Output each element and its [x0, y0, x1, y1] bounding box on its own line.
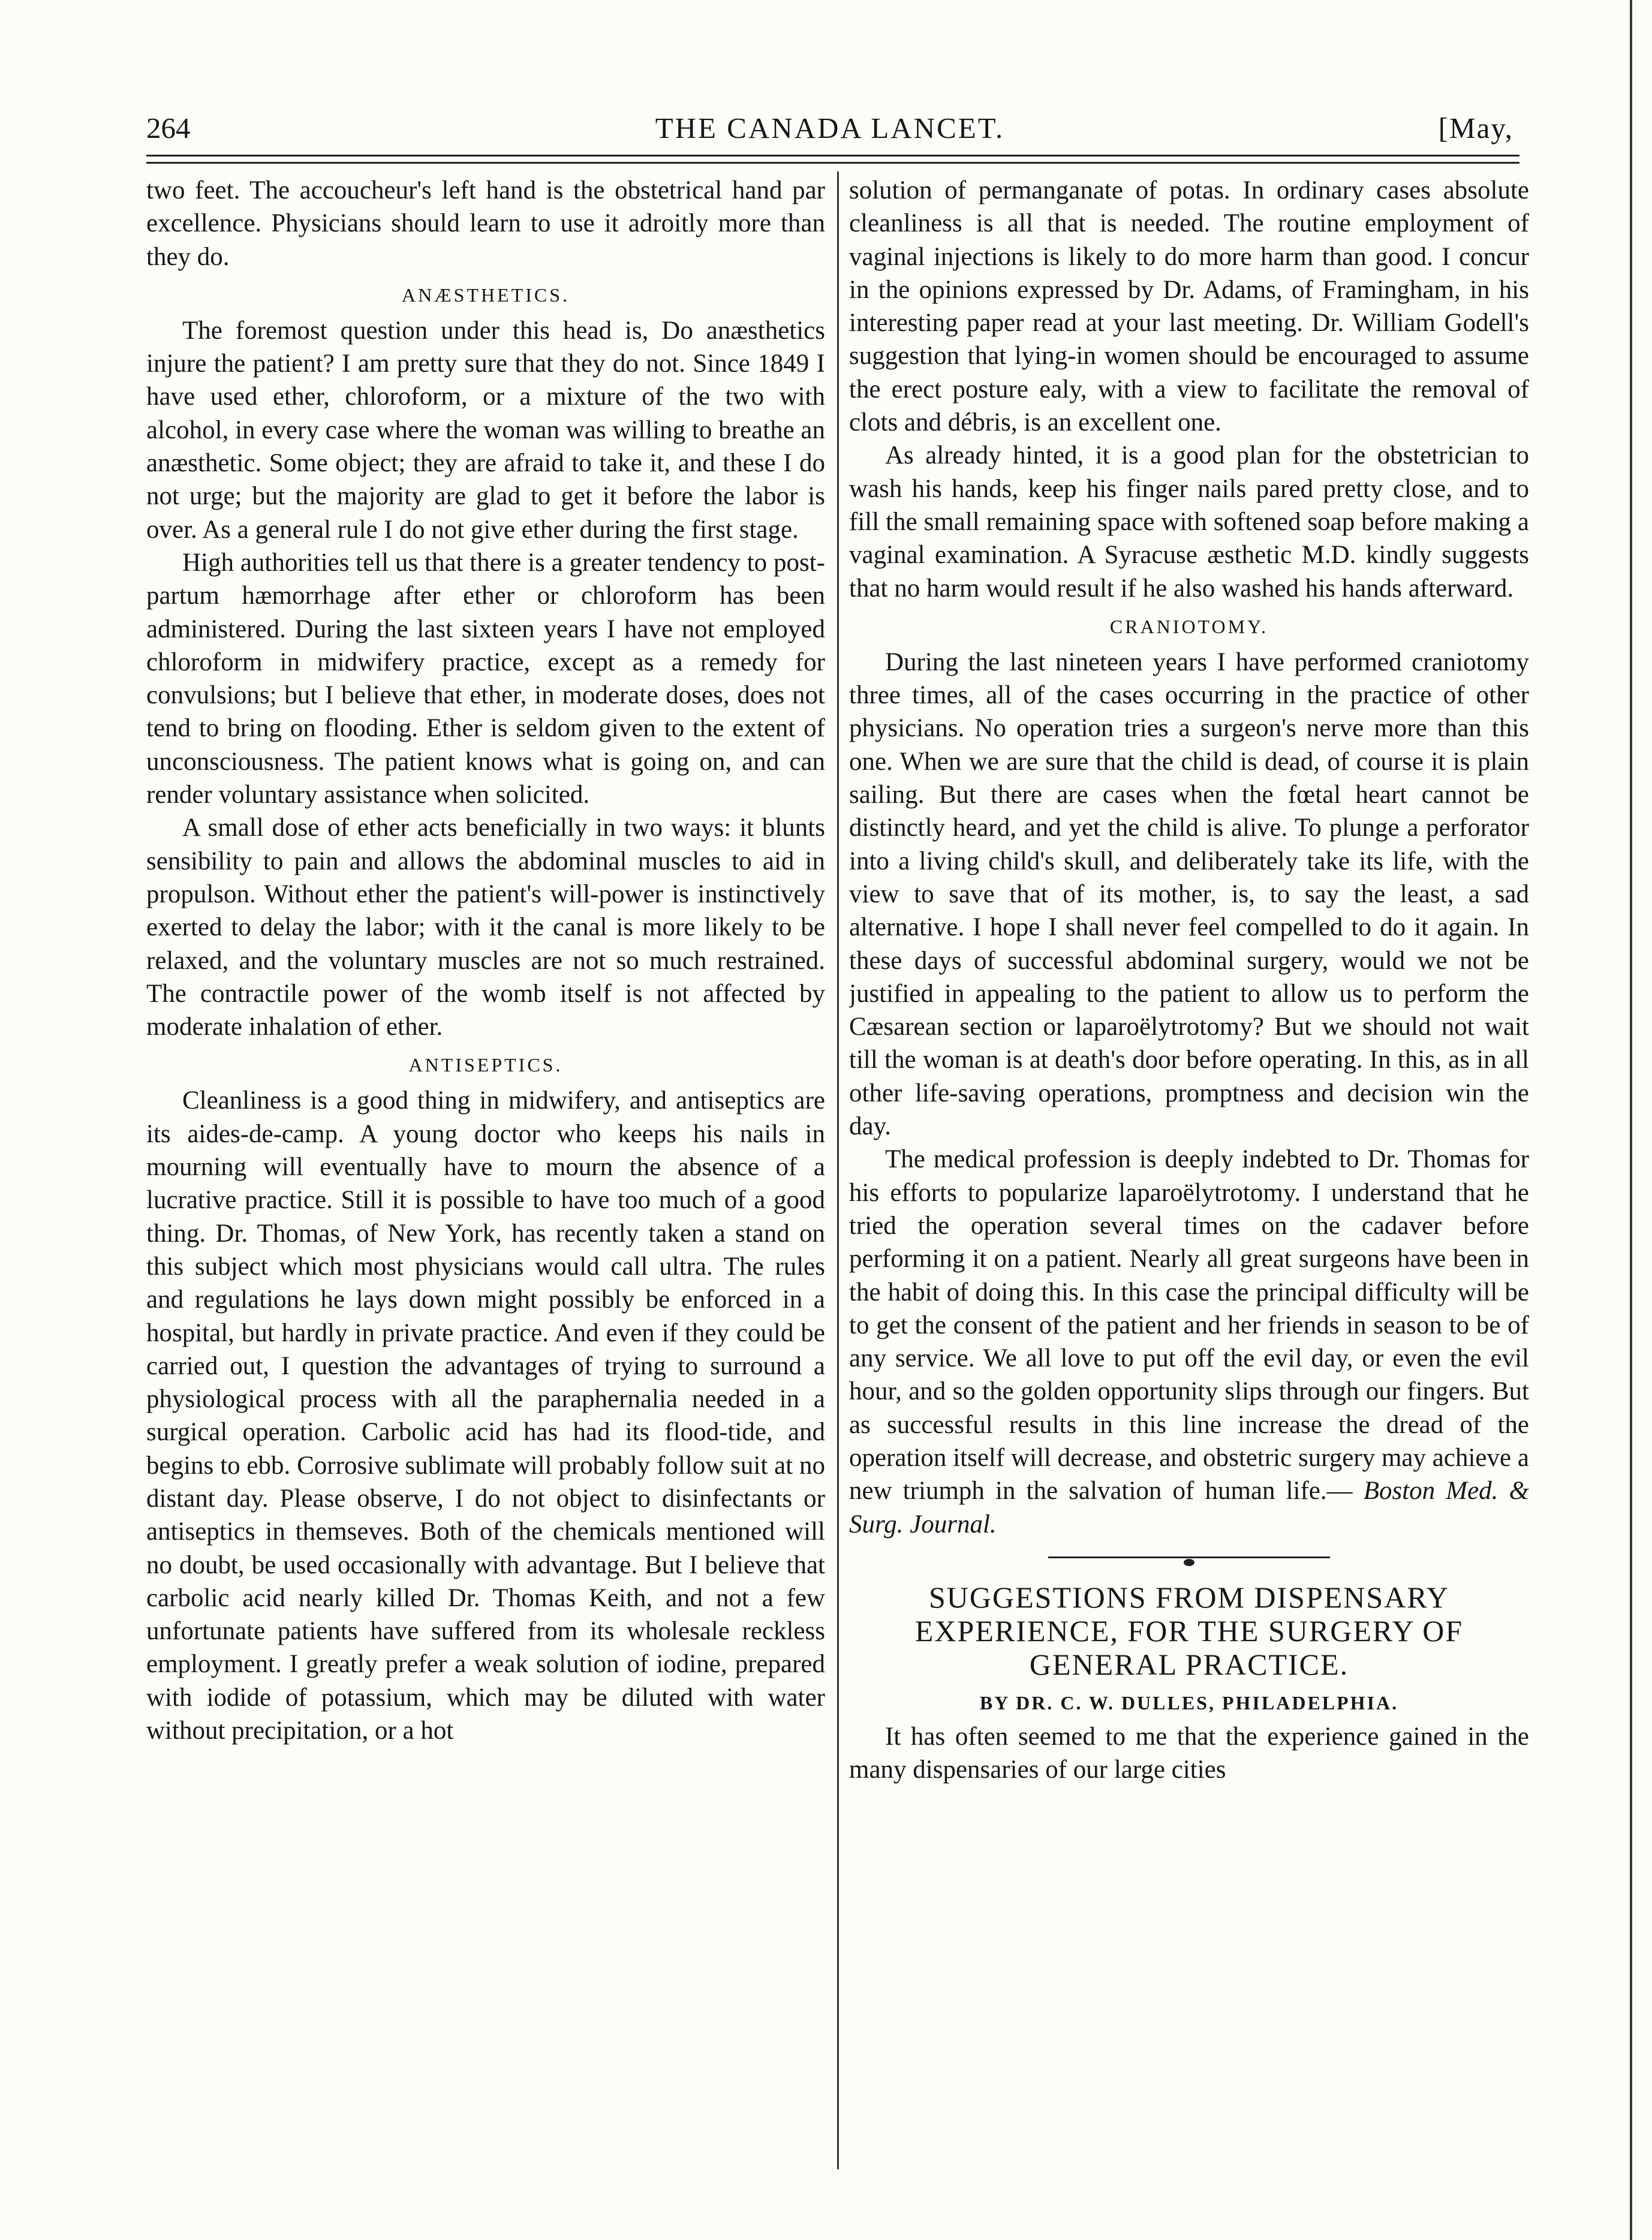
paragraph: Cleanliness is a good thing in midwifery, and antiseptics are its aides-de-camp. A young doctor who keeps his nails in mourning will eventually have to mourn the absence of a lucrative practice. Still it is possible to have too much of a good thing. Dr. Thomas, of New York, has recently taken a stand on this subject which most physicians would call ultra. The rules and regulations he lays down might possibly be enforced in a hospital, but hardly in private practice. And even if they could be carried out, I question the advantages of trying to surround a physiological process with all the paraphernalia needed in a surgical operation. Carbolic acid has had its flood-tide, and begins to ebb. Corrosive sublimate will probably follow suit at no distant day. Please observe, I do not object to disinfectants or antiseptics in themseves. Both of the chemicals mentioned will no doubt, be used occasionally with advantage. But I believe that carbolic acid nearly killed Dr. Thomas Keith, and not a few unfortunate patients have suffered from its wholesale reckless employment. I greatly prefer a weak solution of iodine, prepared with iodide of potassium, which may be diluted with water without precipitation, or a hot [146, 1086, 825, 1745]
paragraph [849, 1143, 1529, 1541]
paragraph: two feet. The accoucheur's left hand is the obstetrical hand par excellence. Physicians should learn to use it adroitly more than they do. [146, 176, 825, 271]
section-ornament [849, 1552, 1529, 1576]
header-rule [146, 155, 1519, 164]
column-divider [837, 171, 839, 2169]
section-heading-craniotomy: CRANIOTOMY. [1109, 615, 1269, 637]
section-heading-antiseptics: ANTISEPTICS. [408, 1054, 563, 1076]
article-title: SUGGESTIONS FROM DISPENSARY EXPERIENCE, FOR THE SURGERY OF GENERAL PRACTICE. [914, 1580, 1464, 1681]
paragraph: As already hinted, it is a good plan for the obstetrician to wash his hands, keep his finger nails pared pretty close, and to fill the small remaining space with softened soap before making a vaginal examination. A Syracuse æsthetic M.D. kindly suggests that no harm would result if he also washed his hands afterward. [849, 441, 1529, 603]
citation: Boston Med. & Surg. Journal. [849, 1477, 1529, 1539]
left-column [146, 174, 825, 2152]
section-heading-anaesthetics: ANÆSTHETICS. [401, 284, 570, 306]
paragraph: During the last nineteen years I have performed craniotomy three times, all of the cases occurring in the practice of other physicians. No operation tries a surgeon's nerve more than this one. When we are sure that the child is dead, of course it is plain sailing. But there are cases when the fœtal heart cannot be distinctly heard, and yet the child is alive. To plunge a perforator into a living child's skull, and deliberately take its life, with the view to save that of its mother, is, to say the least, a sad alternative. I hope I shall never feel compelled to do it again. In these days of successful abdominal surgery, would we not be justified in appealing to the patient to allow us to perform the Cæsarean section or laparoëlytrotomy? But we should not wait till the woman is at death's door before operating. In this, as in all other life-saving operations, promptness and decision win the day. [849, 648, 1529, 1141]
paragraph: High authorities tell us that there is a greater tendency to post-partum hæmorrhage after ether or chloroform has been administered. During the last sixteen years I have not employed chloroform in midwifery practice, except as a remedy for convulsions; but I believe that ether, in moderate doses, does not tend to bring on flooding. Ether is seldom given to the extent of unconsciousness. The patient knows what is going on, and can render voluntary assistance when solicited. [146, 548, 825, 809]
running-header [146, 107, 1513, 150]
ornament-dot [1184, 1559, 1194, 1566]
page-edge [1630, 0, 1632, 2240]
paragraph-text: The medical profession is deeply indebted to Dr. Thomas for his efforts to popularize laparoëlytrotomy. I understand that he tried the operation several times on the cadaver before performing it on a patient. Nearly all great surgeons have been in the habit of doing this. In this case the principal difficulty will be to get the consent of the patient and her friends in season to be of any service. We all love to put off the evil day, or even the evil hour, and so the golden opportunity slips through our fingers. But as successful results in this line increase the dread of the operation itself will decrease, and obstetric surgery may achieve a new triumph in the salvation of human life.— [849, 1145, 1529, 1506]
page-number: 264 [146, 112, 191, 144]
issue-month: [May, [1438, 112, 1513, 144]
ornament-line [1048, 1556, 1330, 1558]
byline: BY DR. C. W. DULLES, PHILADELPHIA. [979, 1691, 1399, 1714]
paragraph: A small dose of ether acts beneficially in two ways: it blunts sensibility to pain and allows the abdominal muscles to aid in propulson. Without ether the patient's will-power is instinctively exerted to delay the labor; with it the canal is more likely to be relaxed, and the voluntary muscles are not so much restrained. The contractile power of the womb itself is not affected by moderate inhalation of ether. [146, 814, 825, 1041]
paragraph: The foremost question under this head is, Do anæsthetics injure the patient? I am pretty sure that they do not. Since 1849 I have used ether, chloroform, or a mixture of the two with alcohol, in every case where the woman was willing to breathe an anæsthetic. Some object; they are afraid to take it, and these I do not urge; but the majority are glad to get it before the labor is over. As a general rule I do not give ether during the first stage. [146, 316, 825, 544]
right-column [849, 174, 1529, 2152]
paragraph: solution of permanganate of potas. In ordinary cases absolute cleanliness is all that is needed. The routine employment of vaginal injections is likely to do more harm than good. I concur in the opinions expressed by Dr. Adams, of Framingham, in his interesting paper read at your last meeting. Dr. William Godell's suggestion that lying-in women should be encouraged to assume the erect posture ealy, with a view to facilitate the removal of clots and débris, is an excellent one. [849, 176, 1529, 437]
journal-title: THE CANADA LANCET. [655, 112, 1005, 144]
paragraph: It has often seemed to me that the experience gained in the many dispensaries of our large cities [849, 1722, 1529, 1784]
